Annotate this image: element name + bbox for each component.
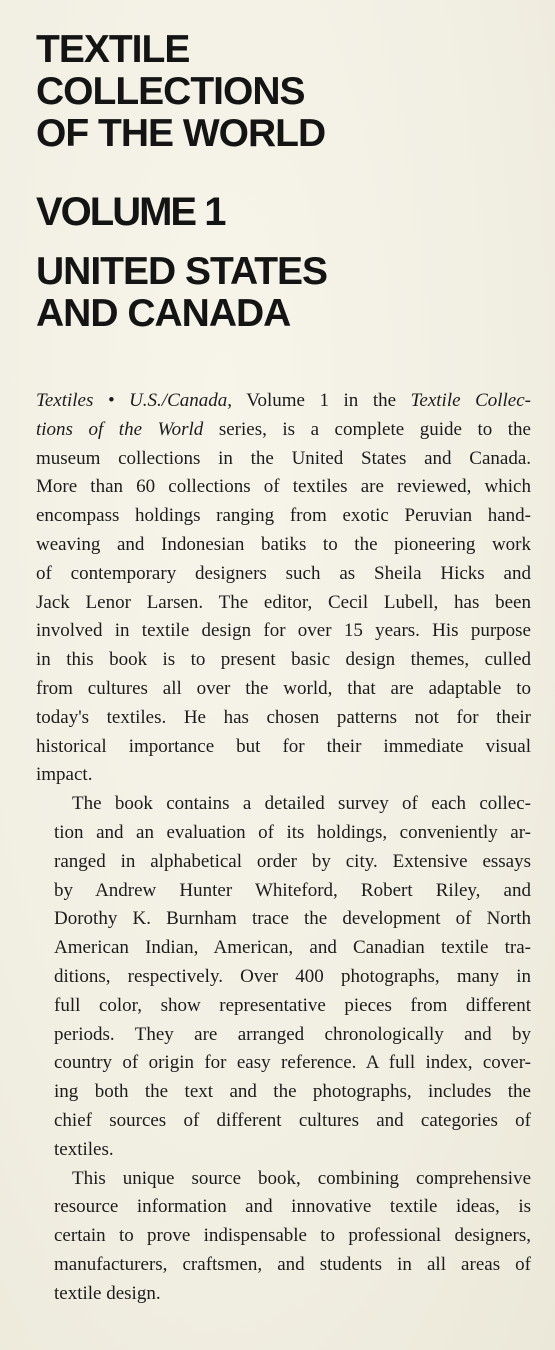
text-line <box>36 761 531 790</box>
text-line <box>36 1251 531 1280</box>
text-segment: involved in textile design for over 15 years. His purpose <box>36 620 531 642</box>
text-segment: certain to prove indispensable to professional designers, <box>54 1225 531 1247</box>
text-line <box>36 1165 531 1194</box>
text-segment: Dorothy K. Burnham trace the development of North <box>54 908 531 930</box>
text-segment: in this book is to present basic design themes, culled <box>36 649 531 671</box>
text-line <box>36 1049 531 1078</box>
text-segment: manufacturers, craftsmen, and students in all areas of <box>54 1253 531 1275</box>
text-segment: Volume 1 in the <box>232 390 411 411</box>
text-segment: country of origin for easy reference. A full index, cover- <box>54 1052 531 1074</box>
text-line <box>36 1136 531 1165</box>
text-line <box>36 617 531 646</box>
text-segment: of contemporary designers such as Sheila Hicks and <box>36 562 531 584</box>
text-line <box>36 473 531 502</box>
text-line <box>36 1193 531 1222</box>
text-line <box>36 589 531 618</box>
text-line <box>36 675 531 704</box>
text-segment: by Andrew Hunter Whiteford, Robert Riley, and <box>54 879 531 901</box>
text-line <box>36 848 531 877</box>
text-segment: encompass holdings ranging from exotic Peruvian hand- <box>36 505 531 527</box>
text-segment: The book contains a detailed survey of each collec- <box>72 793 531 815</box>
text-segment: historical importance but for their immediate visual <box>36 735 531 757</box>
text-segment: This unique source book, combining comprehensive <box>72 1167 531 1189</box>
volume-label: VOLUME 1 <box>36 190 225 234</box>
text-segment: ing both the text and the photographs, includes the <box>54 1081 531 1103</box>
text-line <box>36 934 531 963</box>
text-line <box>36 1021 531 1050</box>
italic-title-text: Textiles • U.S./Canada, <box>36 390 232 411</box>
text-line <box>36 1280 531 1309</box>
text-segment: ditions, respectively. Over 400 photographs, many in <box>54 965 531 987</box>
title-line: TEXTILE <box>36 28 190 71</box>
text-segment: full color, show representative pieces from different <box>54 994 531 1016</box>
title-line: COLLECTIONS <box>36 70 305 113</box>
region-heading <box>36 251 327 335</box>
text-segment: today's textiles. He has chosen patterns not for their <box>36 706 531 728</box>
text-line <box>36 905 531 934</box>
text-line <box>36 963 531 992</box>
text-line <box>36 445 531 474</box>
text-line <box>36 531 531 560</box>
region-line: AND CANADA <box>36 292 291 335</box>
text-line <box>36 387 531 416</box>
text-segment: American Indian, American, and Canadian textile tra- <box>54 937 531 959</box>
text-segment: resource information and innovative textile ideas, is <box>54 1196 531 1218</box>
description-paragraph <box>36 387 531 790</box>
description-paragraph <box>36 790 531 1164</box>
text-segment: impact. <box>36 764 93 786</box>
text-segment: textile design. <box>54 1282 161 1304</box>
text-line <box>36 704 531 733</box>
text-line <box>36 502 531 531</box>
text-line <box>36 416 531 445</box>
text-segment: museum collections in the United States and Canada. <box>36 447 531 469</box>
text-line <box>36 819 531 848</box>
text-segment: periods. They are arranged chronologically and by <box>54 1023 531 1045</box>
text-line <box>36 646 531 675</box>
description-text <box>36 387 531 1309</box>
text-line <box>36 1107 531 1136</box>
text-line <box>36 877 531 906</box>
text-line <box>36 560 531 589</box>
series-title <box>36 29 325 155</box>
text-segment: tion and an evaluation of its holdings, conveniently ar- <box>54 821 531 843</box>
text-segment: textiles. <box>54 1138 114 1160</box>
text-line <box>36 733 531 762</box>
text-segment: Jack Lenor Larsen. The editor, Cecil Lubell, has been <box>36 591 531 613</box>
volume-heading <box>36 191 224 233</box>
text-segment: ranged in alphabetical order by city. Extensive essays <box>54 850 531 872</box>
text-line <box>36 1222 531 1251</box>
text-line <box>36 790 531 819</box>
region-line: UNITED STATES <box>36 250 328 293</box>
title-line: OF THE WORLD <box>36 112 326 155</box>
text-segment: More than 60 collections of textiles are reviewed, which <box>36 476 531 498</box>
text-segment: from cultures all over the world, that are adaptable to <box>36 677 531 699</box>
italic-title-text: Textile Collec- <box>410 390 531 411</box>
text-segment: chief sources of different cultures and categories of <box>54 1109 531 1131</box>
italic-title-text: tions of the World <box>36 418 204 440</box>
text-segment: series, is a complete guide to the <box>203 418 531 440</box>
text-line <box>36 992 531 1021</box>
description-paragraph <box>36 1165 531 1309</box>
text-line <box>36 1078 531 1107</box>
text-segment: weaving and Indonesian batiks to the pioneering work <box>36 533 531 555</box>
